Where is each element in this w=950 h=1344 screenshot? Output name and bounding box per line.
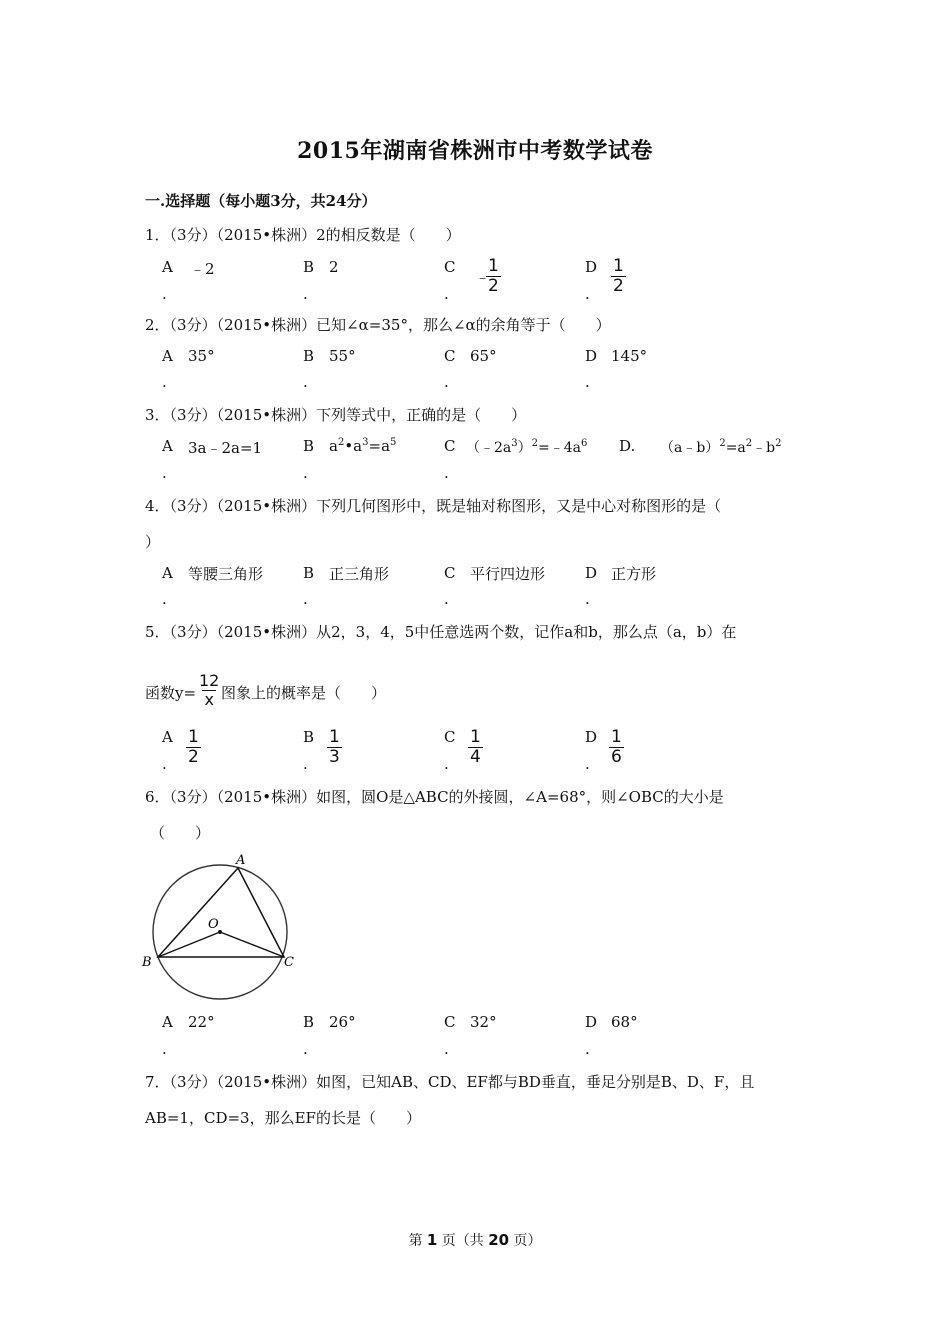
fraction-denominator: 4 bbox=[470, 747, 481, 767]
expr-text: ﹣b bbox=[752, 440, 776, 456]
footer-text: 第 bbox=[408, 1233, 427, 1249]
vertex-label-a: A bbox=[236, 853, 246, 868]
option-c-text: 65° bbox=[470, 347, 497, 365]
expr-text: a bbox=[329, 437, 338, 455]
option-letter: A bbox=[162, 1013, 173, 1031]
option-dot: . bbox=[162, 373, 167, 391]
option-dot: . bbox=[585, 1040, 590, 1058]
page-footer bbox=[0, 1230, 950, 1250]
footer-page-number: 1 bbox=[426, 1231, 438, 1249]
option-dot: . bbox=[162, 464, 167, 482]
option-letter: C bbox=[444, 437, 456, 455]
option-a-text: 22° bbox=[188, 1013, 215, 1031]
option-d-text: 145° bbox=[611, 347, 648, 365]
question-stem: 1．（3分）（2015•株洲）2的相反数是（ ） bbox=[145, 226, 461, 244]
circle-triangle-figure bbox=[140, 850, 310, 1000]
segment-ob bbox=[158, 932, 220, 957]
option-letter: D. bbox=[619, 437, 636, 455]
option-b-fraction bbox=[327, 728, 342, 767]
option-dot: . bbox=[303, 755, 308, 773]
option-a-text: ﹣2 bbox=[190, 260, 215, 278]
option-dot: . bbox=[162, 1040, 167, 1058]
option-letter: C bbox=[444, 728, 456, 746]
option-letter: A bbox=[162, 728, 173, 746]
option-dot: . bbox=[585, 590, 590, 608]
option-a-text: 35° bbox=[188, 347, 215, 365]
fraction-denominator: 6 bbox=[611, 747, 622, 767]
question-stem-function-prefix: 函数y= bbox=[145, 684, 197, 702]
option-dot: . bbox=[303, 285, 308, 303]
expr-text: =a bbox=[725, 440, 746, 456]
option-dot: . bbox=[444, 464, 449, 482]
exponent: 3 bbox=[511, 438, 518, 449]
option-letter: C bbox=[444, 258, 456, 276]
option-b-expression bbox=[329, 437, 396, 455]
exponent: 3 bbox=[362, 437, 369, 448]
fraction-numerator: 1 bbox=[329, 727, 340, 747]
option-a-text: 等腰三角形 bbox=[188, 565, 264, 583]
fraction-numerator: 12 bbox=[199, 671, 220, 690]
question-stem: 3．（3分）（2015•株洲）下列等式中，正确的是（ ） bbox=[145, 406, 527, 424]
option-c-fraction bbox=[468, 728, 483, 767]
exponent: 6 bbox=[581, 438, 588, 449]
vertex-label-b: B bbox=[142, 955, 152, 970]
option-letter: C bbox=[444, 1013, 456, 1031]
option-a-text: 3a﹣2a=1 bbox=[188, 439, 263, 457]
option-letter: D bbox=[585, 347, 598, 365]
option-dot: . bbox=[303, 373, 308, 391]
fraction-denominator: x bbox=[204, 690, 214, 709]
option-letter: B bbox=[303, 564, 315, 582]
vertex-label-c: C bbox=[284, 955, 294, 970]
option-b-text: 正三角形 bbox=[329, 565, 390, 583]
expr-text: =a bbox=[368, 437, 391, 455]
center-label-o: O bbox=[208, 917, 219, 932]
option-letter: D bbox=[585, 258, 598, 276]
question-stem-continued: AB=1，CD=3，那么EF的长是（ ） bbox=[145, 1109, 421, 1127]
option-letter: A bbox=[162, 347, 173, 365]
footer-text: 页（共 bbox=[437, 1233, 489, 1249]
page-title: 2015年湖南省株洲市中考数学试卷 bbox=[297, 138, 653, 164]
question-stem-continued: （ ） bbox=[150, 824, 211, 842]
fraction-numerator: 1 bbox=[611, 727, 622, 747]
option-b-text: 26° bbox=[329, 1013, 356, 1031]
option-dot: . bbox=[444, 373, 449, 391]
option-letter: B bbox=[303, 437, 315, 455]
question-stem: 7．（3分）（2015•株洲）如图，已知AB、CD、EF都与BD垂直，垂足分别是B、D、F，且 bbox=[145, 1073, 755, 1091]
option-letter: A bbox=[162, 437, 173, 455]
option-dot: . bbox=[303, 1040, 308, 1058]
option-dot: . bbox=[585, 755, 590, 773]
question-stem-continued: ） bbox=[145, 533, 161, 551]
exponent: 2 bbox=[337, 437, 345, 448]
option-letter: A bbox=[162, 258, 173, 276]
section-heading: 一.选择题（每小题3分，共24分） bbox=[145, 192, 377, 210]
fraction-numerator: 1 bbox=[613, 256, 624, 276]
option-letter: C bbox=[444, 347, 456, 365]
expr-text: ） bbox=[517, 440, 532, 456]
question-stem: 4．（3分）（2015•株洲）下列几何图形中，既是轴对称图形，又是中心对称图形的是（ bbox=[145, 497, 722, 515]
exponent: 2 bbox=[719, 438, 726, 449]
option-c-sign: ﹣ bbox=[475, 268, 491, 286]
option-c-text: 平行四边形 bbox=[470, 565, 546, 583]
question-stem: 6．（3分）（2015•株洲）如图，圆O是△ABC的外接圆，∠A=68°，则∠OBC的大小是 bbox=[145, 788, 724, 806]
option-dot: . bbox=[444, 285, 449, 303]
option-d-fraction bbox=[611, 257, 626, 296]
option-letter: D bbox=[585, 1013, 598, 1031]
exponent: 2 bbox=[775, 438, 782, 449]
segment-oc bbox=[220, 932, 284, 957]
option-letter: A bbox=[162, 564, 173, 582]
option-dot: . bbox=[585, 285, 590, 303]
fraction-numerator: 1 bbox=[470, 727, 481, 747]
option-d-text: 68° bbox=[611, 1013, 638, 1031]
option-b-text: 2 bbox=[329, 258, 339, 276]
option-dot: . bbox=[303, 464, 308, 482]
option-dot: . bbox=[444, 755, 449, 773]
option-c-expression bbox=[466, 437, 587, 457]
option-dot: . bbox=[162, 285, 167, 303]
fraction-denominator: 2 bbox=[188, 747, 199, 767]
option-letter: D bbox=[585, 728, 598, 746]
option-dot: . bbox=[585, 373, 590, 391]
option-dot: . bbox=[303, 590, 308, 608]
option-letter: B bbox=[303, 728, 315, 746]
fraction-denominator: 2 bbox=[488, 276, 499, 296]
option-d-expression bbox=[660, 437, 781, 457]
option-d-text: 正方形 bbox=[611, 565, 657, 583]
expr-text: •a bbox=[344, 437, 363, 455]
question-stem: 2．（3分）（2015•株洲）已知∠α=35°，那么∠α的余角等于（ ） bbox=[145, 316, 611, 334]
option-c-fraction bbox=[486, 257, 501, 296]
expr-text: （﹣2a bbox=[466, 440, 512, 456]
option-letter: B bbox=[303, 258, 315, 276]
option-a-fraction bbox=[186, 728, 201, 767]
question-stem-function-suffix: 图象上的概率是（ ） bbox=[221, 684, 387, 702]
option-b-text: 55° bbox=[329, 347, 356, 365]
option-dot: . bbox=[444, 1040, 449, 1058]
question-stem: 5．（3分）（2015•株洲）从2，3，4，5中任意选两个数，记作a和b，那么点（a，b）在 bbox=[145, 623, 737, 641]
footer-total-pages: 20 bbox=[488, 1231, 510, 1249]
footer-text: 页） bbox=[509, 1233, 542, 1249]
fraction-numerator: 1 bbox=[488, 256, 499, 276]
fraction-denominator: 3 bbox=[329, 747, 340, 767]
expr-text: （a﹣b） bbox=[660, 440, 720, 456]
option-letter: D bbox=[585, 564, 598, 582]
option-letter: B bbox=[303, 347, 315, 365]
option-dot: . bbox=[444, 590, 449, 608]
fraction-denominator: 2 bbox=[613, 276, 624, 296]
option-c-text: 32° bbox=[470, 1013, 497, 1031]
option-dot: . bbox=[162, 755, 167, 773]
option-letter: B bbox=[303, 1013, 315, 1031]
exponent: 2 bbox=[745, 438, 753, 449]
exponent: 5 bbox=[390, 437, 397, 448]
option-letter: C bbox=[444, 564, 456, 582]
function-fraction bbox=[197, 672, 221, 709]
fraction-numerator: 1 bbox=[188, 727, 199, 747]
option-d-fraction bbox=[609, 728, 624, 767]
expr-text: =﹣4a bbox=[538, 440, 581, 456]
exponent: 2 bbox=[531, 438, 539, 449]
option-dot: . bbox=[162, 590, 167, 608]
